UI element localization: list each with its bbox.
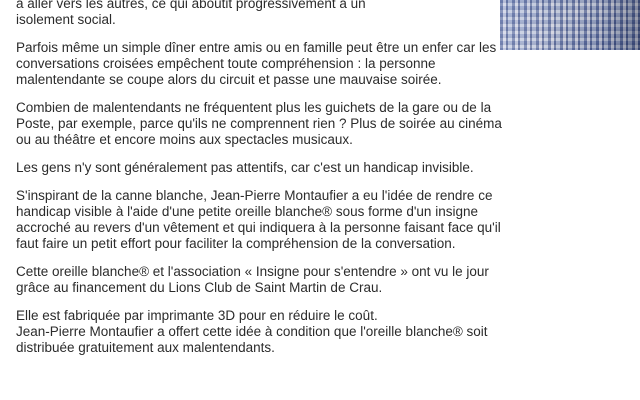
- text-line: conversations croisées empêchent toute compréhension : la personne: [16, 56, 436, 71]
- text-line: isolement social.: [16, 12, 116, 27]
- text-line: faut faire un petit effort pour faciliter la compréhension de la conversation.: [16, 236, 456, 251]
- text-line: distribuée gratuitement aux malentendants.: [16, 340, 275, 355]
- text-line: handicap visible à l'aide d'une petite oreille blanche® sous forme d'un insigne: [16, 204, 478, 219]
- paragraph-diner: [16, 40, 628, 88]
- text-line: malentendante se coupe alors du circuit et passe une mauvaise soirée.: [16, 72, 442, 87]
- text-line: Combien de malentendants ne fréquentent plus les guichets de la gare ou de la: [16, 100, 492, 115]
- paragraph-isolement: [16, 0, 471, 28]
- text-line: grâce au financement du Lions Club de Saint Martin de Crau.: [16, 280, 383, 295]
- text-line: Jean-Pierre Montaufier a offert cette idée à condition que l'oreille blanche® soit: [16, 324, 488, 339]
- text-line: Elle est fabriquée par imprimante 3D pour en réduire le coût.: [16, 308, 378, 323]
- article-body: [16, 0, 628, 368]
- paragraph-fabrication: [16, 308, 628, 356]
- text-line: Parfois même un simple dîner entre amis ou en famille peut être un enfer car les: [16, 40, 497, 55]
- text-line: accroché au revers d'un vêtement et qui indiquera à la personne faisant face qu'il: [16, 220, 501, 235]
- text-line: ou au théâtre et encore moins aux spectacles musicaux.: [16, 132, 353, 147]
- text-line: Poste, par exemple, parce qu'ils ne comprennent rien ? Plus de soirée au cinéma: [16, 116, 502, 131]
- paragraph-association: [16, 264, 628, 296]
- text-line: Les gens n'y sont généralement pas attentifs, car c'est un handicap invisible.: [16, 160, 474, 175]
- paragraph-handicap-invisible: [16, 160, 628, 176]
- text-line: S'inspirant de la canne blanche, Jean-Pierre Montaufier a eu l'idée de rendre ce: [16, 188, 493, 203]
- paragraph-guichets: [16, 100, 628, 148]
- paragraph-canne-blanche: [16, 188, 628, 252]
- text-line: à aller vers les autres, ce qui aboutit progressivement à un: [16, 0, 366, 11]
- text-line: Cette oreille blanche® et l'association « Insigne pour s'entendre » ont vu le jour: [16, 264, 489, 279]
